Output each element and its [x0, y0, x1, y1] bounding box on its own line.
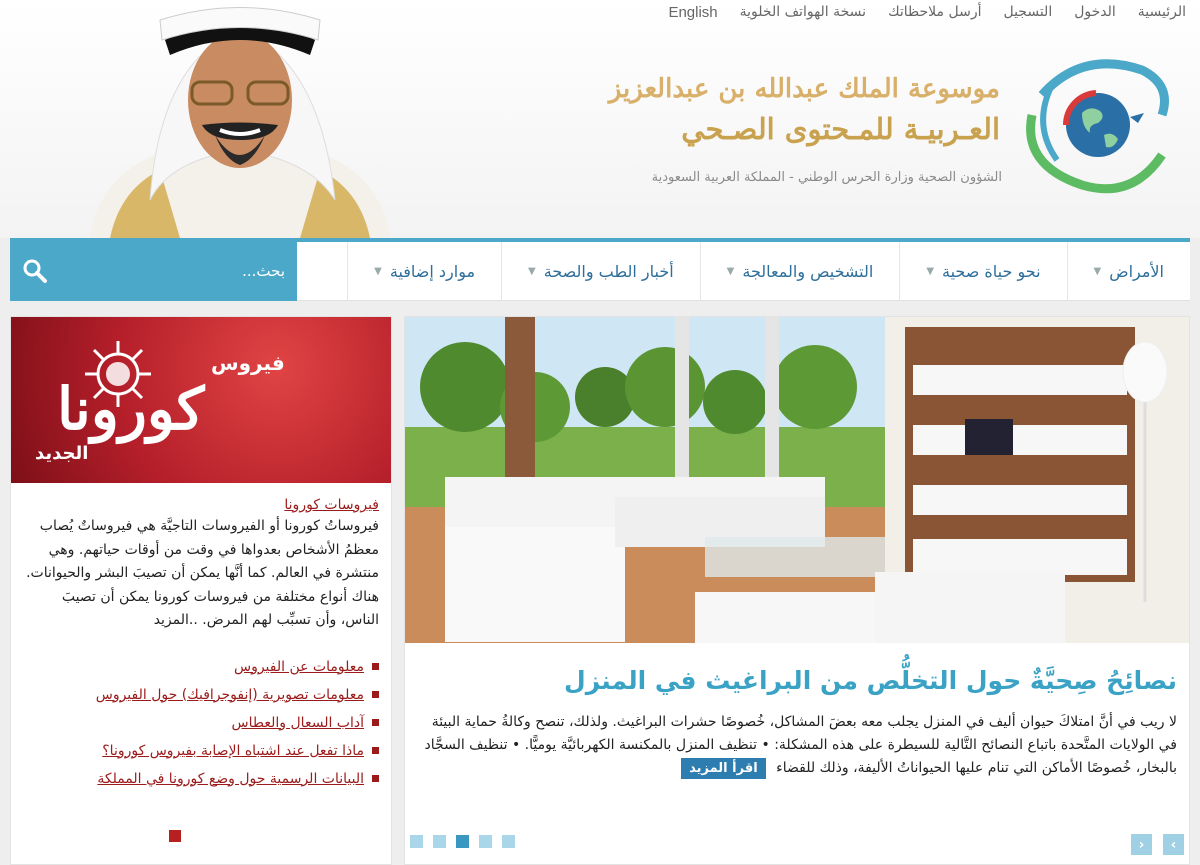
slider-dot-active[interactable] [456, 835, 469, 848]
sidebar-link-official-statements[interactable] [23, 765, 379, 793]
sidebar-link-infographic[interactable] [23, 681, 379, 709]
site-title-line1: موسوعة الملك عبدالله بن عبدالعزيز [608, 74, 1000, 104]
nav-item-resources[interactable] [347, 242, 501, 301]
chevron-down-icon: ▼ [1093, 266, 1102, 277]
list-item-label: معلومات تصويرية (إنفوجرافيك) حول الفيروس [95, 686, 364, 703]
nav-item-healthy-life[interactable] [899, 242, 1066, 301]
site-subtitle: الشؤون الصحية وزارة الحرس الوطني - المملكة العربية السعودية [651, 170, 1002, 185]
search-box [10, 242, 297, 301]
site-title-line2: العـربيـة للمـحتوى الصـحي [681, 112, 1000, 146]
nav-item-label: موارد إضافية [389, 262, 476, 281]
nav-item-label: نحو حياة صحية [942, 262, 1041, 281]
slider-dot[interactable] [410, 835, 423, 848]
slider-dot[interactable] [502, 835, 515, 848]
chevron-down-icon: ▼ [374, 266, 382, 277]
site-logo-icon[interactable] [1022, 55, 1174, 195]
nav-item-label: الأمراض [1109, 262, 1164, 281]
chevron-down-icon: ▼ [726, 266, 735, 277]
article-excerpt [417, 711, 1177, 780]
slider-arrows [1131, 834, 1184, 855]
site-header [0, 0, 1200, 238]
bullet-icon [372, 775, 379, 782]
chevron-down-icon: ▼ [528, 266, 536, 277]
bullet-icon [372, 691, 379, 698]
top-link-register[interactable]: التسجيل [1003, 4, 1053, 20]
sidebar-link-cough-etiquette[interactable] [23, 709, 379, 737]
list-item-label: معلومات عن الفيروس [233, 658, 364, 675]
nav-item-news[interactable] [501, 242, 700, 301]
bullet-icon [372, 747, 379, 754]
corona-sidebar [10, 316, 392, 865]
sidebar-body [23, 497, 379, 793]
list-item-label: آداب السعال والعطاس [231, 714, 364, 731]
corona-banner-main-word: كورونا [57, 375, 205, 443]
nav-items [347, 242, 1190, 301]
search-input[interactable] [75, 256, 285, 286]
chevron-down-icon: ▼ [926, 266, 935, 277]
corona-banner-virus-word: فيروس [211, 351, 285, 375]
top-link-home[interactable]: الرئيسية [1137, 4, 1186, 20]
slider-dot[interactable] [433, 835, 446, 848]
nav-item-label: التشخيص والمعالجة [742, 262, 874, 281]
sidebar-summary: فيروساتُ كورونا أو الفيروسات التاجيَّة هي فيروساتٌ يُصاب معظمُ الأشخاص بعدواها في وقت من أوقات حياتهم. وهي منتشرة في العالم. كما أنَّها يمكن أن تصيبَ البشر والحيوانات. هناك أنواع مختلفة من فيروسات كورونا يمكن أن تصيبَ الناس، وأن تسبِّب لهم المرض. ..المزيد [26, 518, 379, 628]
top-link-english[interactable]: English [668, 4, 718, 21]
bullet-icon [372, 719, 379, 726]
king-portrait-image [90, 0, 390, 238]
article-excerpt-text: لا ريب في أنَّ امتلاكَ حيوان أليف في المنزل يجلب معه بعضَ المشاكل، خُصوصًا حشرات البراغيث. ولذلك، تنصح وكالةُ حماية البيئة في الولايات المتَّحدة باتباع النصائح التَّالية للسيطرة على هذه المشكلة: • تنظيف المنزل بالمكنسة الكهربائيَّة يوميًّا. • تنظيف السجَّاد بالبخار، خُصوصًا الأماكن التي تنام عليها الحيواناتُ الأليفة، وذلك للقضاء [424, 714, 1177, 776]
nav-item-diagnosis[interactable] [700, 242, 900, 301]
slider-dot[interactable] [479, 835, 492, 848]
slider-prev-arrow-icon[interactable]: ‹ [1131, 834, 1152, 855]
top-link-feedback[interactable]: أرسل ملاحظاتك [888, 4, 982, 20]
main-navbar [10, 238, 1190, 301]
nav-item-label: أخبار الطب والصحة [543, 262, 674, 281]
top-link-login[interactable]: الدخول [1074, 4, 1116, 20]
sidebar-links [23, 653, 379, 793]
sidebar-pager-dot[interactable] [169, 830, 181, 842]
featured-article [404, 316, 1190, 865]
sidebar-link-suspected-infection[interactable] [23, 737, 379, 765]
sidebar-heading-link[interactable]: فيروسات كورونا [284, 497, 379, 513]
slider-next-arrow-icon[interactable]: › [1163, 834, 1184, 855]
corona-banner-new-word: الجديد [35, 443, 89, 464]
article-hero-image[interactable] [405, 317, 1189, 643]
top-link-mobile[interactable]: نسخة الهواتف الخلوية [739, 4, 867, 20]
list-item-label: البيانات الرسمية حول وضع كورونا في المملكة [97, 770, 364, 787]
slider-dots [410, 835, 515, 848]
nav-item-diseases[interactable] [1067, 242, 1190, 301]
top-links [510, 4, 1186, 21]
bullet-icon [372, 663, 379, 670]
list-item-label: ماذا تفعل عند اشتباه الإصابة بفيروس كورونا؟ [102, 742, 364, 759]
corona-banner-image[interactable] [11, 317, 391, 483]
sidebar-link-virus-info[interactable] [23, 653, 379, 681]
read-more-button[interactable]: اقرأ المزيد [681, 758, 766, 779]
article-title-link[interactable]: نصائِحُ صِحيَّةٌ حول التخلُّص من البراغيث في المنزل [564, 666, 1177, 695]
search-icon[interactable] [22, 258, 48, 284]
